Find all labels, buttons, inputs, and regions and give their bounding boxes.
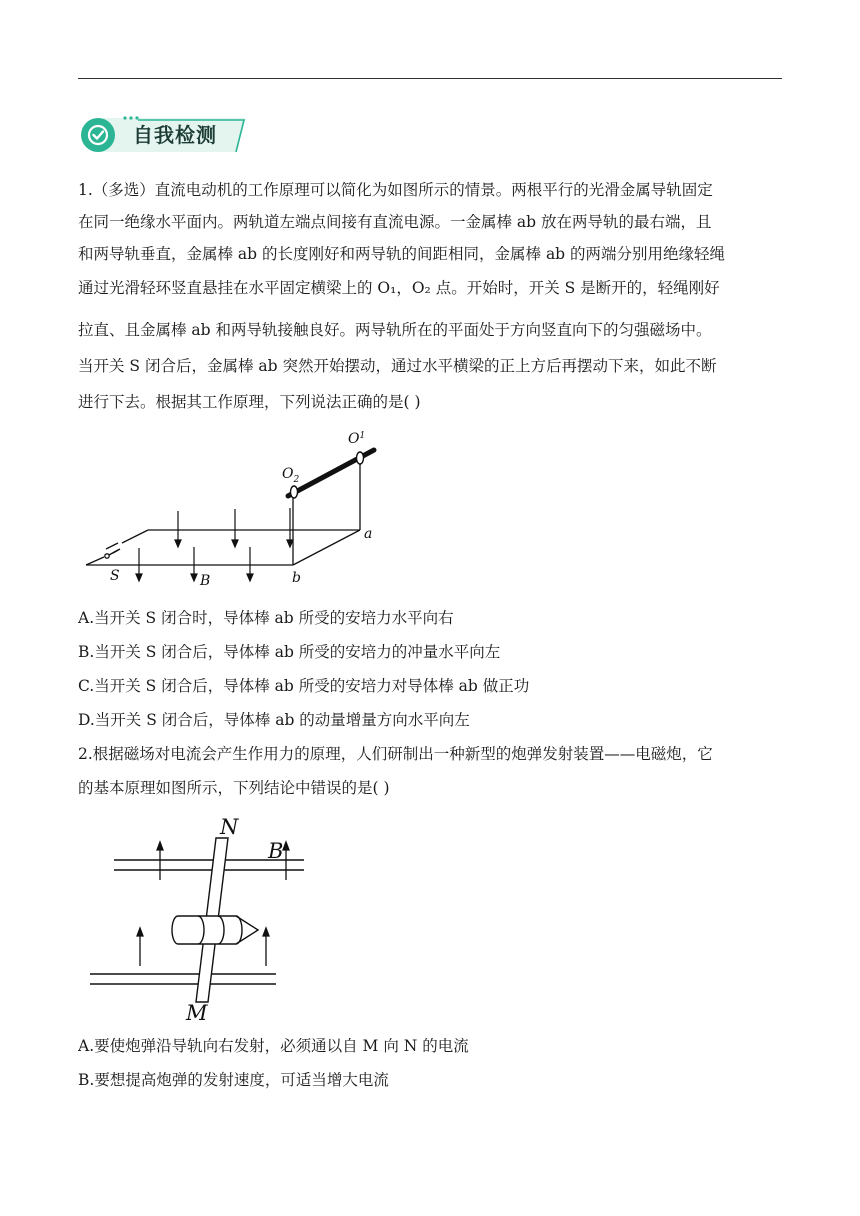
section-title: 自我检测 bbox=[133, 123, 217, 147]
label-s: S bbox=[110, 568, 120, 584]
label-N: N bbox=[220, 815, 239, 839]
q1-option-a: A.当开关 S 闭合时，导体棒 ab 所受的安培力水平向右 bbox=[78, 609, 454, 627]
q1-line-5: 拉直、且金属棒 ab 和两导轨接触良好。两导轨所在的平面处于方向竖直向下的匀强磁场中。 bbox=[78, 321, 712, 339]
header-rule bbox=[78, 78, 782, 79]
label-o2: $O_2$ bbox=[282, 466, 300, 485]
q1-option-b: B.当开关 S 闭合后，导体棒 ab 所受的安培力的冲量水平向左 bbox=[78, 643, 501, 661]
q2-line-2: 的基本原理如图所示，下列结论中错误的是( ) bbox=[78, 779, 390, 797]
q1-line-3: 和两导轨垂直，金属棒 ab 的长度刚好和两导轨的间距相同，金属棒 ab 的两端分别用绝缘轻绳 bbox=[78, 245, 726, 263]
q1-line-6: 当开关 S 闭合后，金属棒 ab 突然开始摆动，通过水平横梁的正上方后再摆动下来，如此不断 bbox=[78, 357, 717, 375]
q2-option-b: B.要想提高炮弹的发射速度，可适当增大电流 bbox=[78, 1071, 389, 1089]
q1-option-c: C.当开关 S 闭合后，导体棒 ab 所受的安培力对导体棒 ab 做正功 bbox=[78, 677, 530, 695]
q1-line-1: 1.（多选）直流电动机的工作原理可以简化为如图所示的情景。两根平行的光滑金属导轨固定 bbox=[78, 181, 713, 199]
q2-line-1: 2.根据磁场对电流会产生作用力的原理，人们研制出一种新型的炮弹发射装置——电磁炮，它 bbox=[78, 745, 713, 763]
label-a: a bbox=[364, 526, 373, 542]
railgun-figure bbox=[86, 814, 310, 1024]
q1-line-4: 通过光滑轻环竖直悬挂在水平固定横梁上的 O₁，O₂ 点。开始时，开关 S 是断开的，轻绳刚好 bbox=[78, 279, 720, 297]
q1-line-7: 进行下去。根据其工作原理，下列说法正确的是( ) bbox=[78, 393, 421, 411]
label-o1: $O^1$ bbox=[348, 431, 366, 447]
q2-option-a: A.要使炮弹沿导轨向右发射，必须通以自 M 向 N 的电流 bbox=[78, 1037, 469, 1055]
label-M: M bbox=[186, 1001, 208, 1024]
q1-line-2: 在同一绝缘水平面内。两轨道左端点间接有直流电源。一金属棒 ab 放在两导轨的最右端，且 bbox=[78, 213, 712, 231]
label-b: b bbox=[292, 570, 301, 586]
label-B: B bbox=[200, 573, 211, 589]
q1-option-d: D.当开关 S 闭合后，导体棒 ab 的动量增量方向水平向左 bbox=[78, 711, 470, 729]
motor-rail-figure bbox=[78, 428, 398, 590]
label-B2: B bbox=[268, 839, 284, 863]
